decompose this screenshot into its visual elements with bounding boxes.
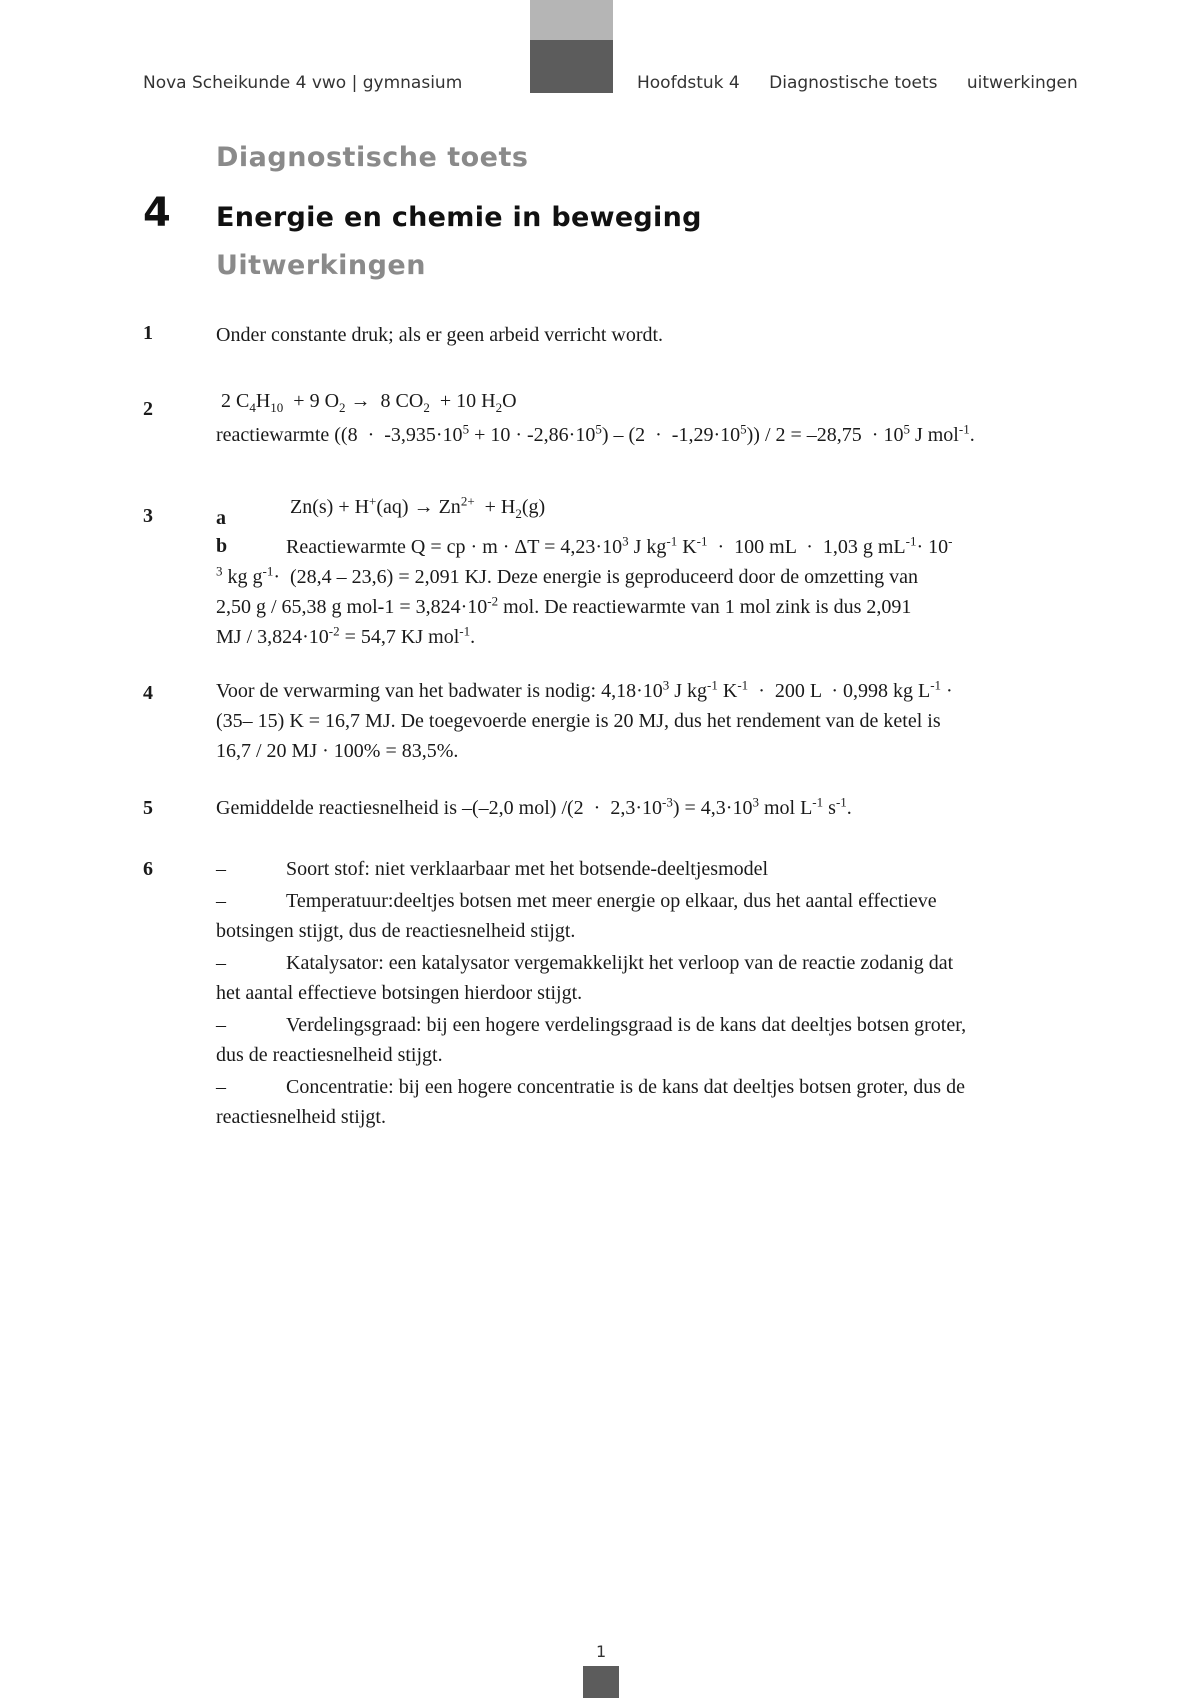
header-book-title: Nova Scheikunde 4 vwo | gymnasium <box>143 73 463 93</box>
question-6-number: 6 <box>143 858 153 880</box>
question-4-number: 4 <box>143 682 153 704</box>
question-3-number: 3 <box>143 505 153 527</box>
chapter-number: 4 <box>143 190 171 236</box>
question-1-number: 1 <box>143 322 153 344</box>
title-subtitle: Diagnostische toets <box>216 142 529 173</box>
question-3a-label: a <box>216 507 226 529</box>
list-item: – Verdelingsgraad: bij een hogere verdelingsgraad is de kans dat deeltjes botsen groter, dus de reactiesnelheid stijgt. <box>216 1014 967 1066</box>
question-3b-answer: Reactiewarmte Q = cp · $m \cdot \Delta T = 4,23\cdot 10^3$ J $kg^{-1}$ $K^{-1} \cdot 100$ mL · 1,03 g $mL^{-1}\cdot 10^-$ $^3$ kg $g^{-1}\cdot (28,4 - 23,6) = 2,091$ KJ. Deze energie is geproduceerd door de omzetting van 2,50 g / 65,38 g $mol-1 = 3,824\cdot 10^{-2}$ mol. De reactiewarmte van 1 mol zink is dus 2,091 MJ / $3,824\cdot 10^{-2} = 54,7$ KJ mol$^{-1}$. <box>216 533 953 648</box>
header-tab-light <box>530 0 613 40</box>
question-3b-label: b <box>216 535 228 557</box>
question-2-calculation: reactiewarmte $((8 \cdot -3,935\cdot 10^5 + 10 \cdot -2,86\cdot 10^5) - (2 \cdot -1,29\cdot 10^5)) / 2 = -28,75 \cdot 10^5$ J mol$^{-1}$. <box>216 421 975 446</box>
question-4-answer: Voor de verwarming van het badwater is nodig: $4,18\cdot 10^3$ J $kg^{-1}$ $K^{-1} \cdot 200$ L · 0,998 kg $L^{-1}$ · (35– 15) K = 16,7 MJ. De toegevoerde energie is 20 MJ, dus het rendement van de ketel is 16,7 / 20 MJ · 100% = 83,5%. <box>216 677 953 762</box>
question-1-answer: Onder constante druk; als er geen arbeid verricht wordt. <box>216 324 664 346</box>
header-right <box>637 73 1078 93</box>
question-5-answer: Gemiddelde reactiesnelheid is –(–2,0 mol) $/(2 \cdot 2,3\cdot 10^{-3}) = 4,3\cdot 10^3$ mol $L^{-1}$ $s^{-1}$. <box>216 794 852 819</box>
header-tab-dark <box>530 40 613 93</box>
question-2-number: 2 <box>143 398 153 420</box>
title-uitwerkingen: Uitwerkingen <box>216 250 426 281</box>
list-item: – Soort stof: niet verklaarbaar met het botsende-deeltjesmodel <box>216 858 769 880</box>
question-2-answer <box>216 386 1056 450</box>
list-item: – Temperatuur:deeltjes botsen met meer energie op elkaar, dus het aantal effectieve botsingen stijgt, dus de reactiesnelheid stijgt. <box>216 890 937 942</box>
question-2-equation: 2 $C_4H_{10} + 9$ $O_2 \to 8$ $CO_2 + 10$ $H_2O$ <box>216 390 517 415</box>
question-6-answer <box>216 854 1056 1132</box>
question-3a-answer: $Zn(s) + H^+(aq) \to Zn^{2+} + H_2(g)$ <box>290 493 546 521</box>
page-number: 1 <box>596 1642 607 1661</box>
question-5-number: 5 <box>143 797 153 819</box>
list-item: – Katalysator: een katalysator vergemakkelijkt het verloop van de reactie zodanig dat het aantal effectieve botsingen hierdoor stijgt. <box>216 952 954 1004</box>
header-type: uitwerkingen <box>966 73 1078 93</box>
list-item: – Concentratie: bij een hogere concentratie is de kans dat deeltjes botsen groter, dus de reactiesnelheid stijgt. <box>216 1076 965 1128</box>
chapter-title: Energie en chemie in beweging <box>216 202 702 233</box>
header-section: Diagnostische toets <box>769 73 938 93</box>
header-chapter: Hoofdstuk 4 <box>637 73 740 93</box>
page-number-tab <box>583 1666 619 1698</box>
